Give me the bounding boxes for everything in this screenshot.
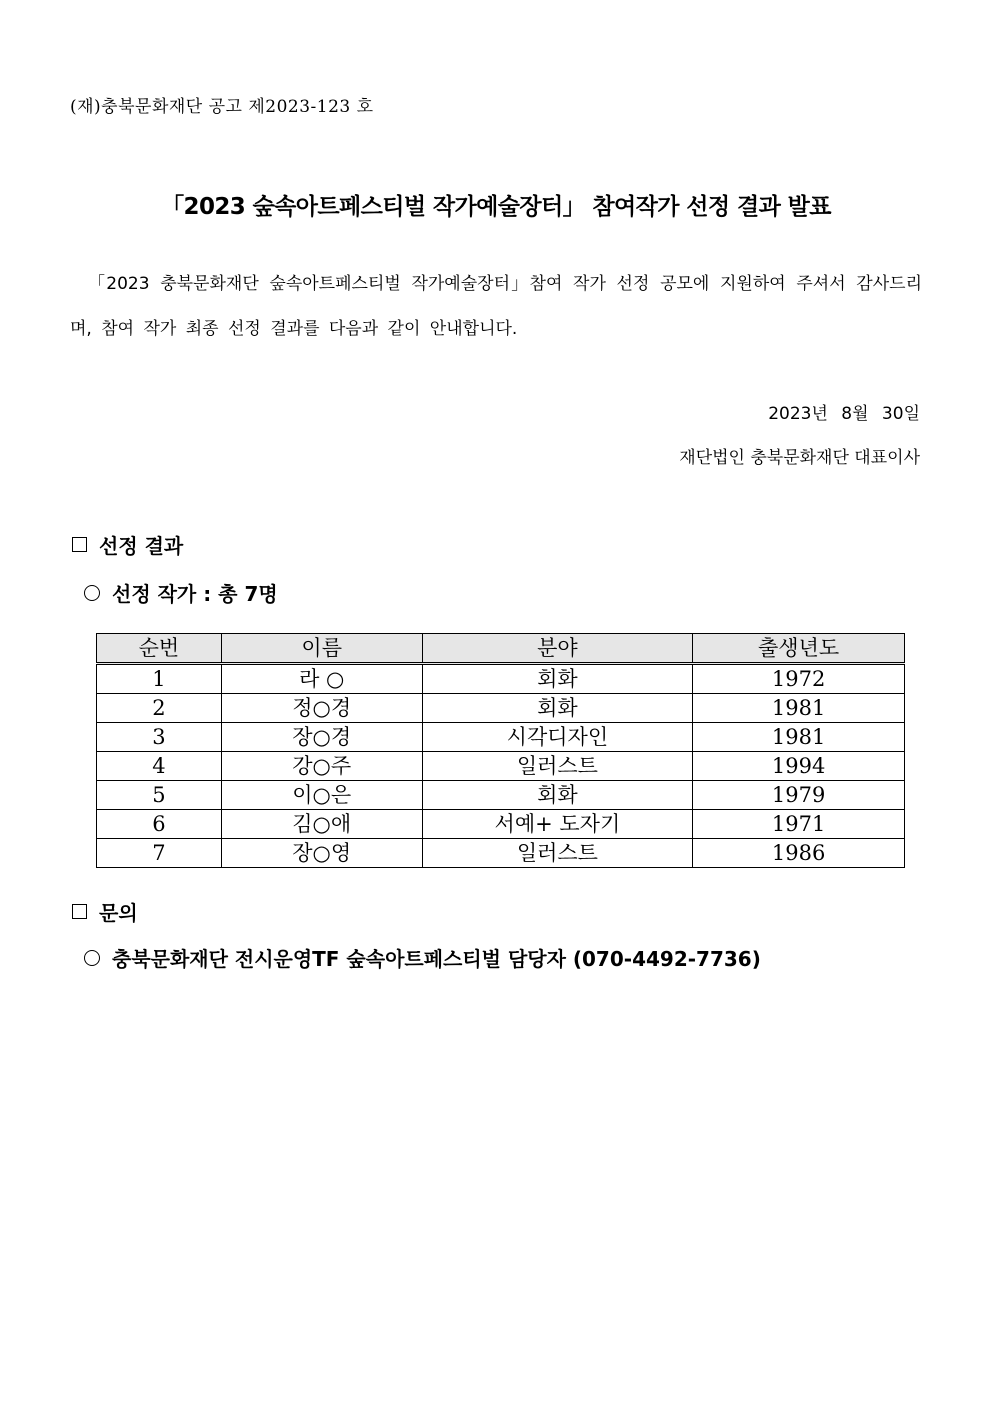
page-title: 「2023 숲속아트페스티벌 작가예술장터」 참여작가 선정 결과 발표 — [161, 194, 831, 220]
table-row — [97, 781, 905, 810]
section-contact-heading — [72, 897, 138, 926]
result-table — [96, 633, 905, 868]
header-cell: 출생년도 — [693, 634, 905, 664]
table-row — [97, 664, 905, 694]
table-cell: 1981 — [693, 723, 905, 752]
table-row — [97, 694, 905, 723]
selected-artists-summary — [84, 578, 278, 607]
table-cell: 7 — [97, 839, 222, 868]
table-cell: 1972 — [693, 664, 905, 694]
selected-artists-label: 선정 작가 : 총 7명 — [112, 582, 278, 606]
table-cell: 1971 — [693, 810, 905, 839]
table-body — [97, 664, 905, 868]
table-cell: 라 ○ — [221, 664, 422, 694]
square-bullet-icon — [72, 904, 87, 919]
table-cell: 5 — [97, 781, 222, 810]
notice-number: (재)충북문화재단 공고 제2023-123 호 — [70, 97, 374, 117]
table-cell: 3 — [97, 723, 222, 752]
header-cell: 순번 — [97, 634, 222, 664]
table-cell: 회화 — [422, 694, 693, 723]
table-cell: 1979 — [693, 781, 905, 810]
circle-bullet-icon — [84, 585, 100, 601]
table-cell: 장○경 — [221, 723, 422, 752]
table-cell: 일러스트 — [422, 752, 693, 781]
circle-bullet-icon — [84, 950, 100, 966]
square-bullet-icon — [72, 537, 87, 552]
table-cell: 강○주 — [221, 752, 422, 781]
table-cell: 장○영 — [221, 839, 422, 868]
table-cell: 1 — [97, 664, 222, 694]
table-cell: 회화 — [422, 781, 693, 810]
section-result-heading — [72, 530, 183, 559]
table-row — [97, 839, 905, 868]
table-cell: 서예+ 도자기 — [422, 810, 693, 839]
table-cell: 일러스트 — [422, 839, 693, 868]
section-result-label: 선정 결과 — [99, 534, 184, 558]
table-row — [97, 723, 905, 752]
table-row — [97, 752, 905, 781]
header-cell: 이름 — [221, 634, 422, 664]
table-cell: 1994 — [693, 752, 905, 781]
table-cell: 6 — [97, 810, 222, 839]
table-cell: 시각디자인 — [422, 723, 693, 752]
contact-detail — [84, 943, 761, 972]
section-contact-label: 문의 — [99, 901, 138, 925]
table-header-row — [97, 634, 905, 664]
table-cell: 정○경 — [221, 694, 422, 723]
table-cell: 4 — [97, 752, 222, 781]
table-row — [97, 810, 905, 839]
table-cell: 이○은 — [221, 781, 422, 810]
contact-detail-label: 충북문화재단 전시운영TF 숲속아트페스티벌 담당자 (070-4492-7736) — [112, 947, 761, 971]
intro-paragraph: 「2023 충북문화재단 숲속아트페스티벌 작가예술장터」참여 작가 선정 공모에 지원하여 주셔서 감사드리며, 참여 작가 최종 선정 결과를 다음과 같이 안내합니다. — [70, 274, 922, 339]
announcement-date: 2023년 8월 30일 — [768, 404, 920, 424]
issuer: 재단법인 충북문화재단 대표이사 — [679, 448, 920, 468]
header-cell: 분야 — [422, 634, 693, 664]
table-cell: 1981 — [693, 694, 905, 723]
table-cell: 2 — [97, 694, 222, 723]
table-cell: 회화 — [422, 664, 693, 694]
table-cell: 김○애 — [221, 810, 422, 839]
table-cell: 1986 — [693, 839, 905, 868]
